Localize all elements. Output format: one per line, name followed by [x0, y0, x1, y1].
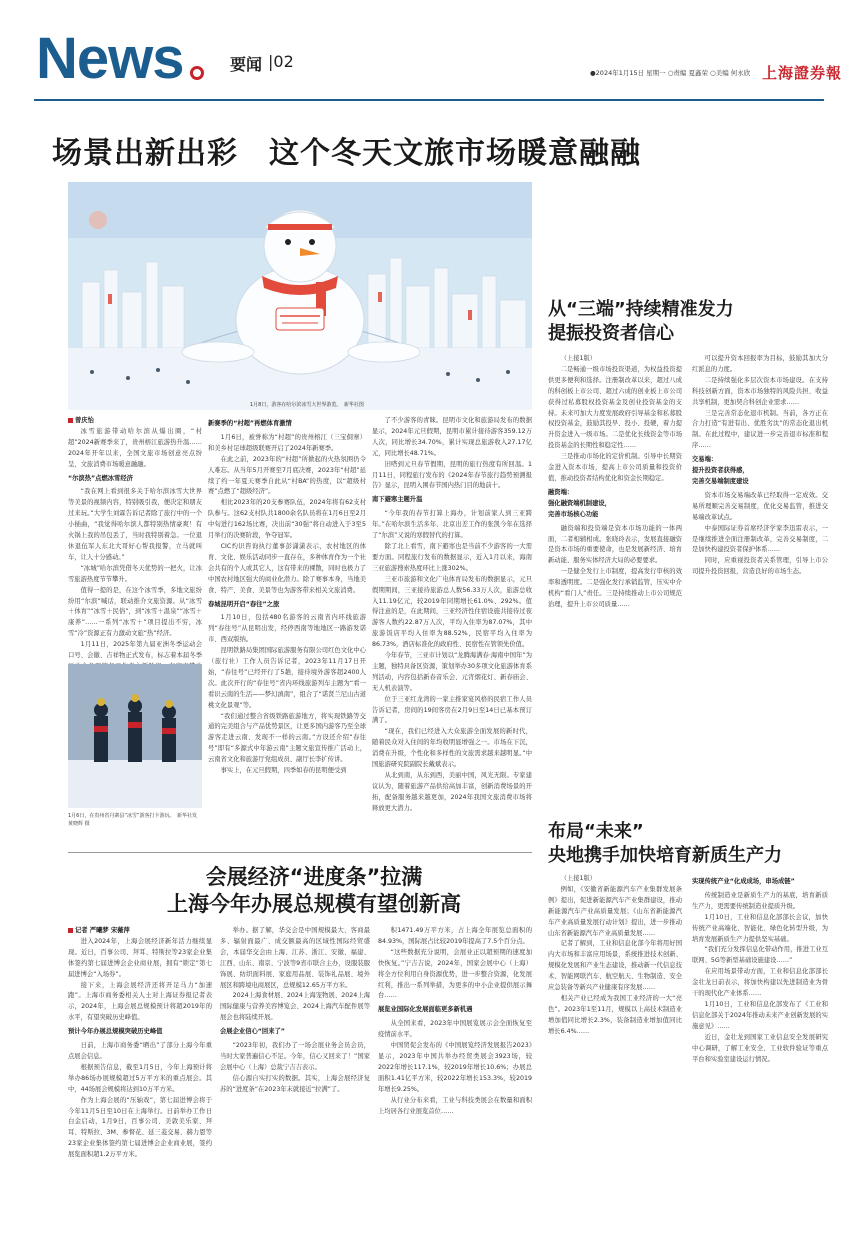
paragraph: （上接1版） — [560, 875, 597, 882]
byline-marker-icon — [68, 418, 73, 423]
subheading: 实现传统产业“化成成场，串场成链” — [692, 878, 795, 885]
subheading: 会展企业信心“回来了” — [220, 1028, 285, 1036]
paragraph: 今年春节，三亚市计划以“龙腾海满春·海南中国年”为主题，独特具备区资源，策划举办30多项文化旅游体育系列活动，内容包括新春音乐会、元宵烟花灯、新春庙会、无人机表演等。 — [372, 652, 532, 692]
paragraph: 日前，上海市商务委“晒出”了部分上海今年重点展会信息。 — [68, 1042, 212, 1060]
paragraph: 信心源自实打实的数据。其实，上海会展经济复苏的“进度条”在2023年末就接近“拉满”了。 — [220, 1074, 370, 1093]
paragraph: 了不少游客的青睐。昆明市文化和旅游局发布的数据显示，2024年元旦假期，昆明市累计接待游客359.12万人次，同比增长34.70%，累计实现总旅游收入27.17亿元，同比增长48.71%。 — [372, 417, 532, 457]
paragraph: （上接1版） — [560, 355, 597, 362]
side1-column2 — [692, 354, 828, 848]
paragraph: 从全国来看，2023年中国展览展示会全面恢复至疫情前水平。 — [378, 1020, 532, 1039]
paragraph: 根据预告信息，截至1月5日，今年上海预计将举办86场办展规模超过5万平方米的重点展会。其中，44场展会规模将达到10万平方米。 — [68, 1063, 212, 1093]
paragraph: 事实上，在元旦假期，四季如春的昆明便受到 — [220, 767, 347, 775]
masthead — [0, 0, 858, 112]
paragraph: 相比2023年的20支参赛队伍，2024年将有62支村队参与。这62支村队共1800余名队员将在1月6日至2月中旬进行162场比赛，决出前“30强”将自动进入于3至5月举行的决赛阶段，争夺冠军。 — [208, 499, 366, 540]
article2-byline: 记者 严曦梦 宋薇萍 — [68, 926, 212, 937]
news-wordmark: News — [36, 26, 184, 91]
paragraph: 传统制造业是新质生产力的基底，培育新质生产力，更需要传统制造业提质升级。 — [692, 891, 828, 910]
section-divider — [68, 852, 532, 853]
side2-headline: 布局“未来” 央地携手加快培育新质生产力 — [548, 820, 828, 868]
section-label: 要闻 — [230, 55, 263, 74]
subheading: 展览业国际化发展面临更多新机遇 — [378, 1006, 473, 1014]
issue-info: ●2024年1月15日 星期一 ○责编 夏鑫荣 ○美编 何永欣 — [590, 69, 751, 77]
subheading: 南下避寒主题升温 — [372, 496, 423, 504]
paragraph: 进入2024年，上海会展经济新年活力继续显现。近日，百事公司、拜耳、特斯拉等23家企业集体签约第七届进博会企业商业展，拥有“锁定”第七届进博会“入场券”。 — [68, 937, 212, 978]
paragraph: 例如，《安徽省新能源汽车产业集群发展条例》提出，促进新能源汽车产业集群建设，推动新能源汽车产业高质量发展；《山东省新能源汽车产业高质量发展行动计划》提出，进一步推动山东省新能源汽车产业高质量发展…… — [548, 885, 682, 937]
paragraph: 值得一提的是，在这个冰雪季，多地文旅纷纷用“尔滨”喊话，联动推介文旅资源。从“冰雪＋体育”“冰雪＋民俗”，到“冰雪＋温泉”“冰雪＋康养”……一系列“冰雪＋”项目提出不穷，冰雪“冷”资源正有力激动文旅“热”经济。 — [68, 586, 202, 638]
main-headline: 场景出新出彩 这个冬天文旅市场暖意融融 — [52, 136, 641, 171]
article1-column3 — [372, 416, 532, 846]
subheading: 交易端： 提升投资者获得感， 完善交易端制度建设 — [692, 456, 749, 485]
paragraph: 除了北上看雪，南下避寒也是当前不少游客的一大需要方面。同程旅行发布的数据显示，近入1月以来，海南三亚旅游搜索热度环比上涨302%。 — [372, 542, 532, 572]
page-number: |02 — [268, 52, 294, 71]
side2-column2 — [692, 874, 828, 1244]
paragraph: 2024上海食材展、2024上海宠物展、2024上海国际健康与营养美容博览会、2024上海汽车配件展等展会也将陆续开展。 — [220, 992, 370, 1022]
paragraph: 接下来，上海会展经济还将开足马力“加速跑”。上海市商务委相关人士对上海证券报记者表示，2024年，上海会展总规模预计将超2019年的水平，有望突破历史峰值。 — [68, 981, 212, 1022]
side2-column1 — [548, 874, 682, 1244]
newspaper-logo: 上海證券報 — [762, 64, 843, 82]
paragraph: 从北到南，从东到西，美丽中国，风光无限。专家建议认为，随着旅游产品供给高加丰富，创新消费场景的开拓，配备服务越来越更加，2024年我国文旅消费市场将释放更大潜力。 — [372, 772, 532, 812]
paragraph: 位于三亚红龙湾的一家主推家宴风格的民宿工作人员告诉记者，房间的19间客房在2月9日至14日已基本预订满了。 — [372, 695, 532, 725]
paragraph: “这些数据充分说明，会展业正以超预期的速度加快恢复。”宁吉吉说，2024年，国家会展中心（上海）将全方位利用自身资源优势，进一步整合资源，化发展红利，推出一系列举措，为更多的中小企业提供展示舞台…… — [378, 948, 532, 1000]
paragraph: 昆明铁路局集团国际旅游服务有限公司红色文化中心（旅行社）工作人员告诉记者，2023年11月17日开始，“春往号”已经开行了5趟，接待境外游客超2400人次。此次开行的“春往号”省内环线旅游列车主题为“看一看识云南的生活——梦幻滇南”，组合了“诺贤兰尼山古道桃文化景观”等。 — [208, 647, 366, 709]
paragraph: CIC灼识咨询执行董事彭潇潇表示，农村地区的体育、文化、娱乐活动同步一直存在，多种体育作为一个社会共有的个人或其它人，这有带来的裸散，同时也极力了中国农村地区强大的商业化潜力。除了赛事本身，当地美食、特产、美食、美景等也为游客带来相关文旅消费。 — [208, 542, 366, 594]
second-headline: 会展经济“进度条”拉满 上海今年办展总规模有望创新高 — [167, 865, 461, 916]
snowman-photo — [68, 182, 532, 410]
paragraph: 相关产业已经成为我国工业经济的一大“亮色”。2023年1至11月，规模以上高技术制造业增加值同比增长2.3%，装备制造业增加值同比增长6.4%…… — [548, 994, 682, 1035]
paragraph: 三亚市旅游和文化广电体育局发布的数据显示，元旦假期期间，三亚接待旅游总人数56.33万人次，旅游总收入11.19亿元，较2019年同期增长61.0%、292%。值得注意的是，在此期间，三亚经济性住宿设施共接待过夜游客人数约22.87万人次，平均入住率为87.07%，其中旅游饭店平均入住率为88.52%，民宿平均入住率为86.73%，酒店标准化的政府性、民宿性在管领先价值。 — [372, 575, 532, 649]
paragraph: 中国贸促会发布的《中国展览经济发展报告2023》显示，2023年中国共举办经贸类展会3923场，较2022年增长117.1%，较2019年增长10.6%；办展总面积1.41亿平方米，较2022年增长153.3%，较2019年增长9.25%。 — [378, 1042, 532, 1093]
paragraph: 1月6日，被誉称为“村超”的贵州榕江（三宝侗寨）和美乡村足球超级联赛开启了2024年新赛季。 — [208, 433, 366, 452]
paragraph: 记者了解到，工业和信息化部今年将用好国内大市场和丰富应用场景，系统推进技术创新、规模化发展和产业生态建设，推动新一代信息技术、智能网联汽车、航空航天、生物制造、安全应急装备等新兴产业健康有序发展…… — [548, 940, 682, 992]
subheading: 春城昆明开启“春往”之旅 — [208, 600, 280, 608]
paragraph: 1月10日，包括480名游客的云南省内环线旅游列“春往号”从昆明出发，经停西南等地地区一路游发诺市、西双版纳。 — [208, 614, 366, 644]
subheading: 融资端： 强化融资端机制建设， 完善市场核心功能 — [548, 488, 611, 518]
article1-column1 — [68, 416, 202, 660]
side1-column1 — [548, 354, 682, 848]
performer-photo — [68, 664, 202, 808]
paragraph: 1月11日，2025年第九届亚洲冬季运动会口号、会徽、吉祥物正式发布，标志着本届冬季 — [68, 641, 202, 660]
side1-headline: 从“三端”持续精准发力 提振投资者信心 — [548, 299, 734, 344]
paragraph: 近日，金壮龙到国家工业信息安全发展研究中心调研，了解工业安全、工业软件验证等重点平台和实验室建设运行情况。 — [692, 1033, 828, 1063]
paragraph: 二是持续强化多层次资本市场建设。在支持科技创新方面，资本市场独特的风险共担、收益共享机制，更加契合科创企业需求…… — [692, 376, 828, 406]
subheading: 新赛季的“村超”再燃体育激情 — [208, 420, 292, 427]
subheading: “尔滨热”点燃冰雪经济 — [68, 474, 133, 482]
speech-bubble-icon — [190, 66, 204, 80]
paragraph: 二是畅通一级市场投资渠道，为权益投资提供更多便利和选择。注册制改革以来，超过八成的科创板上市公司、超过六成的创业板上市公司获得过私募股权投资基金及创业投资基金的支持。未来可加大力度发展政府引导基金和私募股权投资基金，鼓励其投早、投小、投硬，着力提升资金进入一级市场。二是优化长线资金等市场投资基金的长期性和稳定性…… — [548, 365, 682, 450]
paragraph: “现在，我们已经进入大众旅游全面发展的新时代，随着民众对入住间的年均收明显增强之一。市场在下沉，消费在升级，个性化和多样性的文旅需求越来越明显。”中国旅游研究院副院长戴斌表示。 — [372, 728, 532, 769]
photo-caption: 1月8日，游客在哈尔滨冰雪大世界游览。 新华社图 — [250, 402, 364, 408]
paragraph: 三是完善常态化退市机制。当前，各方正在合力打造“有进有出、优胜劣汰”的常态化退出机制。在此过程中，建议进一步完善退市标准和程序…… — [692, 409, 828, 450]
paragraph: 积1471.49万平方米，占上海全年展览总面积的84.93%，国际展占比较2019年提高了7.5个百分点。 — [378, 927, 532, 945]
subheading: 预计今年办展总规模突破历史峰值 — [68, 1028, 163, 1036]
paragraph: “冰城”哈尔滨凭借冬天优势的一把火，让冰雪旅游热度节节攀升。 — [68, 564, 202, 583]
paragraph: 冰雪旅游带动哈尔滨从爆出圈，“村超”2024新赛季来了，贵州榕江旅游热升温……2024年开年以来，全国文旅市场创意亮点纷呈，文旅消费市场暖意融融。 — [68, 427, 202, 468]
paragraph: 可以提升资本回报率为目标，鼓励其加大分红派息的力度。 — [692, 355, 828, 373]
paragraph: 一是健全发行上市制度，提高发行审核的效率和透明度。二是强化发行承销监管，压实中介机构“看门人”责任。三是持续推动上市公司规范治理，提升上市公司质量…… — [548, 568, 682, 608]
paragraph: “今年我的春节打算上海办，计划前家人到三亚跨年。”在哈尔滨生活多年、北京出差工作的张凯今年在选择了“尔滨”又说的寒假替代的打算。 — [372, 510, 532, 540]
paragraph: 从行业分布来看，工业与科技类展会在数量和面积上均居各行业展览首位…… — [378, 1096, 532, 1115]
performance-illustration — [68, 664, 202, 808]
paragraph: 三是推动市场化的定价机制。引导中长期资金进入资本市场，提高上市公司质量和投资价值，推动投资者结构优化和资金长期稳定。 — [548, 453, 682, 482]
paragraph: 同时，应重视投资者关系管理，引导上市公司提升投资回报，营造良好的市场生态。 — [692, 557, 828, 576]
paragraph: 举办。据了解，华交会是中国规模最大、客商最多、辐射面最广、成交额最高的区域性国际经贸盛会，本届华交会由上海、江苏、浙江、安徽、福建、江西、山东、南京、宁波等9省市联合主办，设服装服饰展、纺织面料展、家庭用品展、装饰礼品展、境外展区和跨境电商展区，总规模12.65万平方米。 — [220, 927, 370, 989]
article2-column1 — [68, 926, 212, 1244]
masthead-rule — [34, 99, 824, 101]
paragraph: “2023年初，我们办了一场会展业务会员会员，当时大家普遍信心不足。今年，信心又回来了！”国家会展中心（上海）总裁宁吉吉表示。 — [220, 1042, 370, 1071]
paragraph: 旧嗒到元旦春节假期，昆明的旅行热度有所回温。1月11日，同程旅行发布的《2024年春节旅行趋势预测报告》显示，昆明入围春节国内热门目的地前十。 — [372, 460, 532, 490]
paragraph: “我在网上看到很多关于哈尔滨冰雪大世界等美景的视频内容，特别吸引我，便决定和朋友过来玩。”大学生刘霖告诉记者除了旅行中的一个小插曲，“我觉得哈尔滨人都特别热情豪爽！有火锅上我的吊包丢了，当时我特别着急。一位退休退伍军人东北大哥好心帮我报警，立马就叫车，让人十分感动。” — [68, 488, 202, 561]
article2-column3 — [378, 926, 532, 1244]
paragraph: “我们通过整合省级铁路旅游地方，将实现铁路等交通的完美组合与产品优势景区，让更多国内游客乃至全球游客走进云南、发现不一样的云南。”方设还介绍“春往号”即有“多源式中年游云南”主题文旅宣传推广活动上，云南省文化和旅游厅党组成员、副厅长李扩传讲。 — [208, 712, 366, 764]
snow-sculpture-illustration — [68, 182, 532, 410]
paragraph: 在应用场景带动方面，工业和信息化部部长金壮龙日前表示，将加快构建以先进制造业为骨干的现代化产业体系…… — [692, 968, 828, 998]
paragraph: 中泰国际证券首席经济学家李迅雷表示，一是继续推进全面注册制改革，完善交易制度，二是加快构建投资者保护体系…… — [692, 524, 828, 554]
article1-byline: 曾庆怡 — [68, 416, 202, 427]
paragraph: 1月10日，工业和信息化部发布了《工业和信息化部关于2024年推动未来产业创新发展的实施意见》…… — [692, 1000, 828, 1030]
paragraph: 作为上海会展的“压轴戏”，第七届进博会将于今年11月5日至10日在上海举行。日前举办工作日白金启动，1月9日，百事公司、美敦美乐家、拜耳、特斯拉、3M、参督花、延三菱交易、赫力恩等23家企业集体签约第七届进博会企业商业展，签约展览面积超1.2万平方米。 — [68, 1096, 212, 1159]
paragraph: 资本市场交易端改革已经取得一定成效。交易所理顺完善交易制度，优化交易监管，推进交易端改革试点。 — [692, 491, 828, 521]
paragraph: 融资端和投资端是资本市场功能的一体两面，二者相辅相成。张晓玲表示，发展直接融资是资本市场的重要使命，也是发展新经济、培育新动能、服务实体经济大局的必要要求。 — [548, 524, 682, 565]
article1-column2 — [208, 416, 366, 846]
article2-column2 — [220, 926, 370, 1244]
paragraph: “我们充分发挥信息化带动作用，推进工业互联网、5G等新型基础设施建设……” — [692, 946, 828, 965]
byline-marker-icon — [68, 928, 73, 933]
paragraph: 在此之前，2023年的“村超”所掀起的火热氛围仍令人难忘。从当年5月开赛至7月底决赛，2023年“村超”延续了约一年夏天赛季自此从“村BA”的热度，以“超级村赛”点燃了“超级经济”。 — [208, 455, 366, 496]
paragraph: 1月10日，工业和信息化部部长会议，加快传统产业高端化、智能化、绿色化转型升级，为培育发展新质生产力提供坚实基础。 — [692, 913, 828, 943]
photo-caption-small: 1月6日，在贵州省丹寨县“冰雪”游客打卡游玩。 新华社发 黄晓辉 摄 — [68, 813, 198, 827]
